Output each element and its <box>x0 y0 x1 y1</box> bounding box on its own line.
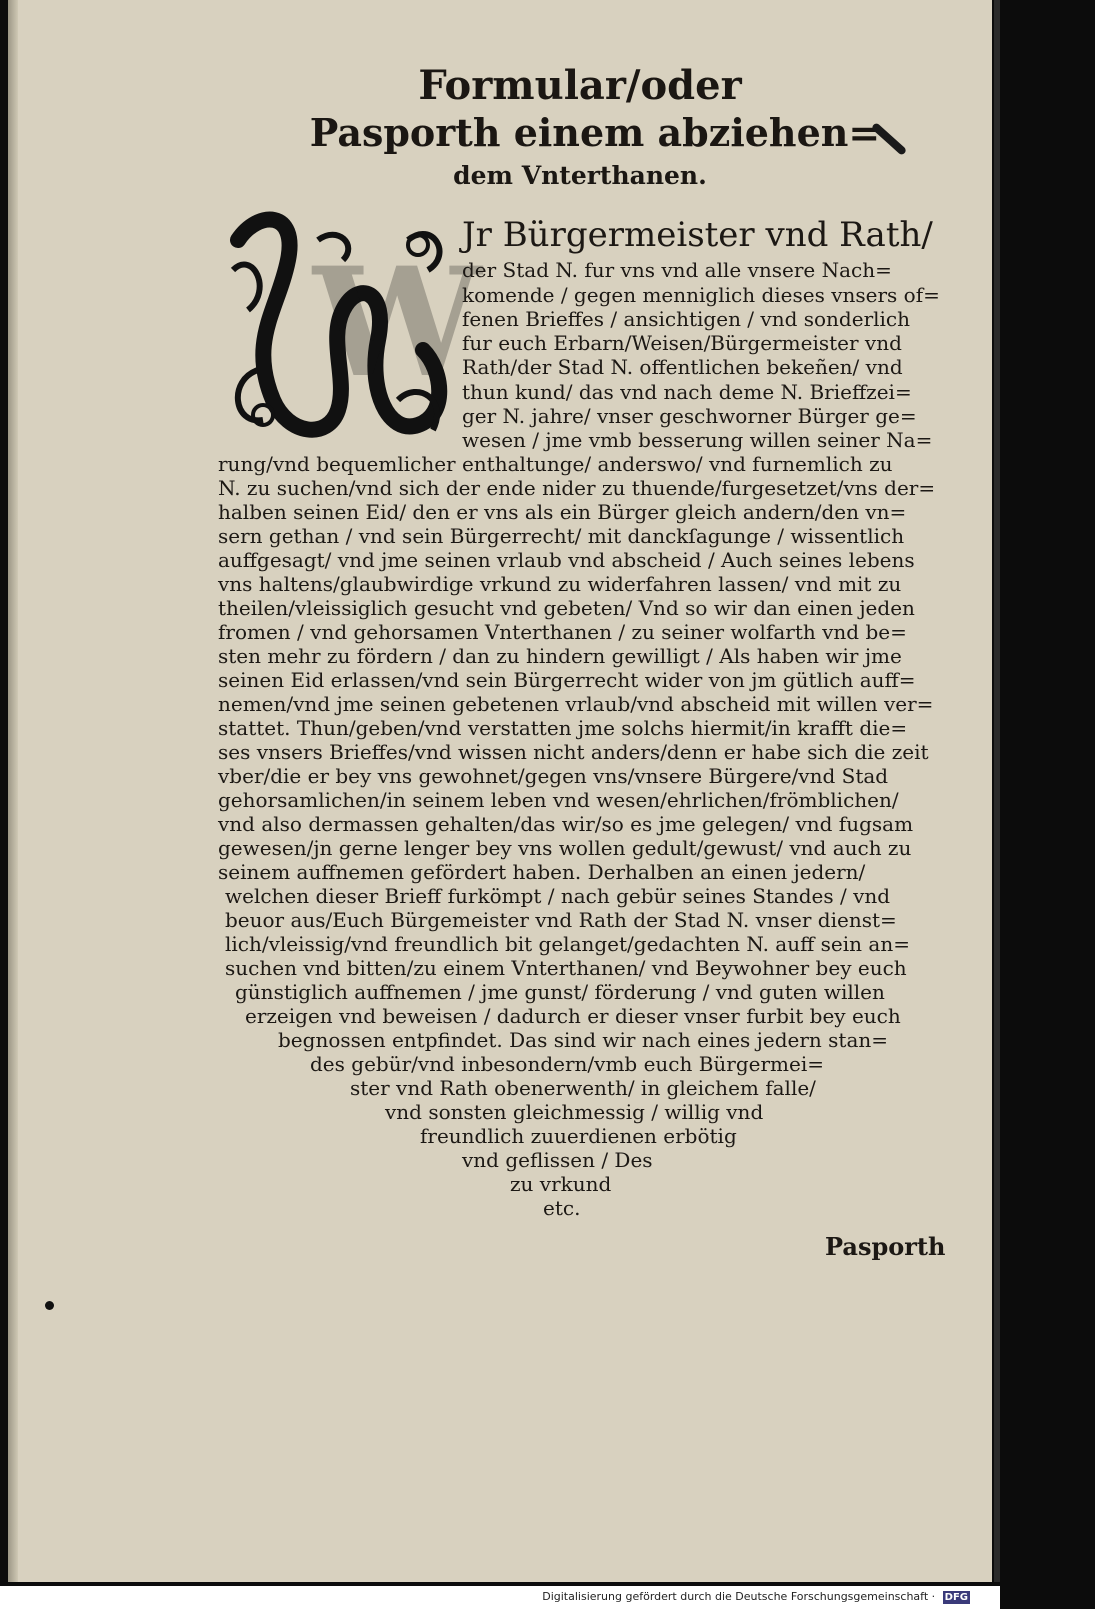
page-right-border <box>994 0 1000 1582</box>
text-line: auffgesagt/ vnd jme seinen vrlaub vnd abscheid / Auch seines lebens <box>218 548 915 572</box>
text-line: des gebür/vnd inbesondern/vmb euch Bürgermei= <box>310 1052 825 1076</box>
text-line: fromen / vnd gehorsamen Vnterthanen / zu seiner wolfarth vnd be= <box>218 620 907 644</box>
text-line: gewesen/jn gerne lenger bey vns wollen gedult/gewust/ vnd auch zu <box>218 836 912 860</box>
drop-cap-letter: W <box>313 235 482 411</box>
decorated-initial-w <box>218 200 482 460</box>
text-line: rung/vnd bequemlicher enthaltunge/ anderswo/ vnd furnemlich zu <box>218 452 893 476</box>
text-line: fenen Brieffes / ansichtigen / vnd sonderlich <box>462 307 910 331</box>
text-line: wesen / jme vmb besserung willen seiner Na= <box>462 428 933 452</box>
text-line: etc. <box>543 1196 581 1220</box>
catchword: Pasporth <box>825 1232 946 1261</box>
text-line: sten mehr zu fördern / dan zu hindern gewilligt / Als haben wir jme <box>218 644 902 668</box>
text-line: gehorsamlichen/in seinem leben vnd wesen/ehrlichen/frömblichen/ <box>218 788 899 812</box>
text-line: der Stad N. fur vns vnd alle vnsere Nach= <box>462 258 892 282</box>
text-line: vber/die er bey vns gewohnet/gegen vns/vnsere Bürgere/vnd Stad <box>218 764 889 788</box>
title-line-3: dem Vnterthanen. <box>453 161 707 190</box>
digitization-footer <box>0 1586 1000 1609</box>
text-line: vnd also dermassen gehalten/das wir/so es jme gelegen/ vnd fugsam <box>218 812 914 836</box>
page-gutter <box>8 0 18 1582</box>
text-line: ger N. jahre/ vnser geschworner Bürger ge= <box>462 404 917 428</box>
title-line-1: Formular/oder <box>418 62 742 109</box>
text-line: lich/vleissig/vnd freundlich bit gelanget/gedachten N. auff sein an= <box>225 932 910 956</box>
text-line: stattet. Thun/geben/vnd verstatten jme solchs hiermit/in krafft die= <box>218 716 908 740</box>
text-line: seinem auffnemen gefördert haben. Derhalben an einen jedern/ <box>218 860 866 884</box>
text-line: beuor aus/Euch Bürgemeister vnd Rath der Stad N. vnser dienst= <box>225 908 897 932</box>
text-line: suchen vnd bitten/zu einem Vnterthanen/ vnd Beywohner bey euch <box>225 956 907 980</box>
text-line: vnd sonsten gleichmessig / willig vnd <box>385 1100 764 1124</box>
text-line: vns haltens/glaubwirdige vrkund zu widerfahren lassen/ vnd mit zu <box>218 572 902 596</box>
text-line: ster vnd Rath obenerwenth/ in gleichem falle/ <box>350 1076 816 1100</box>
text-line: freundlich zuuerdienen erbötig <box>420 1124 737 1148</box>
text-line: begnossen entpfindet. Das sind wir nach eines jedern stan= <box>278 1028 888 1052</box>
text-line: N. zu suchen/vnd sich der ende nider zu thuende/furgesetzet/vns der= <box>218 476 936 500</box>
text-line: ses vnsers Brieffes/vnd wissen nicht anders/denn er habe sich die zeit <box>218 740 929 764</box>
text-line: günstiglich auffnemen / jme gunst/ förderung / vnd guten willen <box>235 980 885 1004</box>
text-line: thun kund/ das vnd nach deme N. Brieffzei= <box>462 380 912 404</box>
text-line: Rath/der Stad N. offentlichen bekeñen/ vnd <box>462 355 903 379</box>
text-line: erzeigen vnd beweisen / dadurch er dieser vnser furbit bey euch <box>245 1004 901 1028</box>
text-line: sern gethan / vnd sein Bürgerrecht/ mit danckſagunge / wissentlich <box>218 524 905 548</box>
text-line: zu vrkund <box>510 1172 612 1196</box>
title-line-2: Pasporth einem abziehen= <box>309 110 881 155</box>
dfg-logo: DFG <box>944 1592 968 1603</box>
text-line: komende / gegen menniglich dieses vnsers of= <box>462 283 940 307</box>
footer-credit: Digitalisierung gefördert durch die Deutsche Forschungsgemeinschaft · <box>542 1590 936 1603</box>
text-line: welchen dieser Brieff furkömpt / nach gebür seines Standes / vnd <box>225 884 891 908</box>
text-line: theilen/vleissiglich gesucht vnd gebeten/ Vnd so wir dan einen jeden <box>218 596 915 620</box>
text-line: fur euch Erbarn/Weisen/Bürgermeister vnd <box>462 331 902 355</box>
ink-dot <box>45 1301 54 1310</box>
text-line: nemen/vnd jme seinen gebetenen vrlaub/vnd abscheid mit willen ver= <box>218 692 934 716</box>
text-line: seinen Eid erlassen/vnd sein Bürgerrecht wider von jm gütlich auff= <box>218 668 916 692</box>
text-line: vnd geflissen / Des <box>462 1148 653 1172</box>
text-line: Jr Bürgermeister vnd Rath/ <box>462 215 933 255</box>
text-line: halben seinen Eid/ den er vns als ein Bürger gleich andern/den vn= <box>218 500 907 524</box>
